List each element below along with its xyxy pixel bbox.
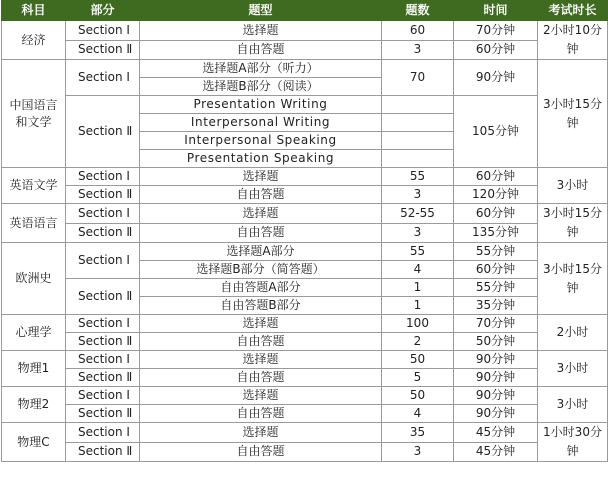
exam-duration-cell: 3小时 (538, 351, 608, 387)
section-cell: Section Ⅰ (66, 315, 140, 333)
exam-duration-cell: 3小时 (538, 168, 608, 204)
subject-name-cell: 英语文学 (2, 168, 66, 204)
time-cell: 45分钟 (454, 423, 538, 443)
section-cell: Section Ⅱ (66, 279, 140, 315)
question-count-cell: 55 (382, 168, 454, 186)
question-count-cell: 1 (382, 297, 454, 315)
question-count-cell: 35 (382, 423, 454, 443)
exam-format-table (1, 0, 608, 462)
table-row (2, 442, 608, 462)
exam-duration-cell: 3小时15分钟 (538, 204, 608, 243)
table-body (2, 21, 608, 462)
header-exam-duration: 考试时长 (538, 1, 608, 21)
section-cell: Section Ⅱ (66, 96, 140, 168)
question-type-cell: Interpersonal Writing (140, 114, 382, 132)
question-type-cell: Presentation Speaking (140, 150, 382, 168)
time-cell: 45分钟 (454, 442, 538, 462)
question-type-cell: 选择题A部分 (140, 243, 382, 261)
section-cell: Section Ⅱ (66, 442, 140, 462)
question-count-cell (382, 96, 454, 114)
question-type-cell: 自由答题B部分 (140, 297, 382, 315)
question-count-cell: 3 (382, 186, 454, 204)
subject-name-cell: 中国语言和文学 (2, 60, 66, 168)
section-cell: Section Ⅰ (66, 423, 140, 443)
table-row (2, 423, 608, 443)
question-type-cell: 自由答题 (140, 333, 382, 351)
question-type-cell: 选择题B部分（简答题） (140, 261, 382, 279)
time-cell: 90分钟 (454, 387, 538, 405)
time-cell: 90分钟 (454, 369, 538, 387)
time-cell: 105分钟 (454, 96, 538, 168)
question-count-cell: 100 (382, 315, 454, 333)
section-cell: Section Ⅰ (66, 21, 140, 41)
question-type-cell: 自由答题 (140, 40, 382, 60)
subject-name-cell: 物理C (2, 423, 66, 462)
section-cell: Section Ⅰ (66, 351, 140, 369)
question-type-cell: 选择题 (140, 315, 382, 333)
section-cell: Section Ⅰ (66, 243, 140, 279)
question-count-cell: 5 (382, 369, 454, 387)
table-row (2, 315, 608, 333)
question-count-cell: 4 (382, 405, 454, 423)
question-type-cell: 自由答题 (140, 186, 382, 204)
table-row (2, 369, 608, 387)
question-count-cell: 2 (382, 333, 454, 351)
subject-name-cell: 心理学 (2, 315, 66, 351)
question-type-cell: Presentation Writing (140, 96, 382, 114)
question-count-cell: 52-55 (382, 204, 454, 224)
subject-name-cell: 物理1 (2, 351, 66, 387)
question-type-cell: 自由答题 (140, 405, 382, 423)
question-count-cell: 50 (382, 387, 454, 405)
header-time: 时间 (454, 1, 538, 21)
question-type-cell: 选择题A部分（听力） (140, 60, 382, 78)
time-cell: 60分钟 (454, 204, 538, 224)
section-cell: Section Ⅰ (66, 204, 140, 224)
exam-duration-cell: 1小时30分钟 (538, 423, 608, 462)
header-row (2, 1, 608, 21)
question-type-cell: 选择题 (140, 204, 382, 224)
table-row (2, 351, 608, 369)
section-cell: Section Ⅱ (66, 333, 140, 351)
question-type-cell: 自由答题 (140, 442, 382, 462)
question-count-cell: 60 (382, 21, 454, 41)
time-cell: 55分钟 (454, 243, 538, 261)
time-cell: 90分钟 (454, 351, 538, 369)
question-type-cell: 自由答题 (140, 223, 382, 243)
table-row (2, 405, 608, 423)
question-type-cell: 选择题 (140, 21, 382, 41)
question-count-cell: 55 (382, 243, 454, 261)
question-type-cell: Interpersonal Speaking (140, 132, 382, 150)
time-cell: 50分钟 (454, 333, 538, 351)
exam-duration-cell: 2小时10分钟 (538, 21, 608, 60)
exam-duration-cell: 3小时15分钟 (538, 243, 608, 315)
exam-duration-cell: 3小时15分钟 (538, 60, 608, 168)
question-count-cell: 1 (382, 279, 454, 297)
section-cell: Section Ⅰ (66, 60, 140, 96)
question-count-cell (382, 150, 454, 168)
question-count-cell: 50 (382, 351, 454, 369)
time-cell: 60分钟 (454, 168, 538, 186)
time-cell: 120分钟 (454, 186, 538, 204)
section-cell: Section Ⅱ (66, 186, 140, 204)
section-cell: Section Ⅱ (66, 369, 140, 387)
question-type-cell: 选择题 (140, 168, 382, 186)
time-cell: 35分钟 (454, 297, 538, 315)
question-type-cell: 选择题 (140, 423, 382, 443)
exam-duration-cell: 2小时 (538, 315, 608, 351)
table-row (2, 168, 608, 186)
question-count-cell: 3 (382, 223, 454, 243)
table-row (2, 333, 608, 351)
header-question-type: 题型 (140, 1, 382, 21)
question-type-cell: 选择题 (140, 387, 382, 405)
table-row (2, 186, 608, 204)
question-count-cell (382, 114, 454, 132)
question-count-cell (382, 132, 454, 150)
table-row (2, 60, 608, 78)
question-count-cell: 70 (382, 60, 454, 96)
question-count-cell: 3 (382, 40, 454, 60)
table-row (2, 243, 608, 261)
table-header (2, 1, 608, 21)
table-row (2, 204, 608, 224)
section-cell: Section Ⅰ (66, 387, 140, 405)
time-cell: 70分钟 (454, 315, 538, 333)
exam-duration-cell: 3小时 (538, 387, 608, 423)
table-row (2, 387, 608, 405)
table-row (2, 223, 608, 243)
question-type-cell: 选择题 (140, 351, 382, 369)
table-row (2, 21, 608, 41)
section-cell: Section Ⅰ (66, 168, 140, 186)
question-count-cell: 3 (382, 442, 454, 462)
table-row (2, 40, 608, 60)
time-cell: 55分钟 (454, 279, 538, 297)
header-question-count: 题数 (382, 1, 454, 21)
time-cell: 90分钟 (454, 60, 538, 96)
time-cell: 60分钟 (454, 261, 538, 279)
subject-name-cell: 经济 (2, 21, 66, 60)
time-cell: 135分钟 (454, 223, 538, 243)
question-count-cell: 4 (382, 261, 454, 279)
header-subject: 科目 (2, 1, 66, 21)
question-type-cell: 自由答题A部分 (140, 279, 382, 297)
section-cell: Section Ⅱ (66, 40, 140, 60)
time-cell: 60分钟 (454, 40, 538, 60)
section-cell: Section Ⅱ (66, 405, 140, 423)
header-part: 部分 (66, 1, 140, 21)
section-cell: Section Ⅱ (66, 223, 140, 243)
question-type-cell: 选择题B部分（阅读） (140, 78, 382, 96)
question-type-cell: 自由答题 (140, 369, 382, 387)
time-cell: 70分钟 (454, 21, 538, 41)
subject-name-cell: 物理2 (2, 387, 66, 423)
time-cell: 90分钟 (454, 405, 538, 423)
subject-name-cell: 欧洲史 (2, 243, 66, 315)
table-row (2, 279, 608, 297)
subject-name-cell: 英语语言 (2, 204, 66, 243)
table-row (2, 96, 608, 114)
